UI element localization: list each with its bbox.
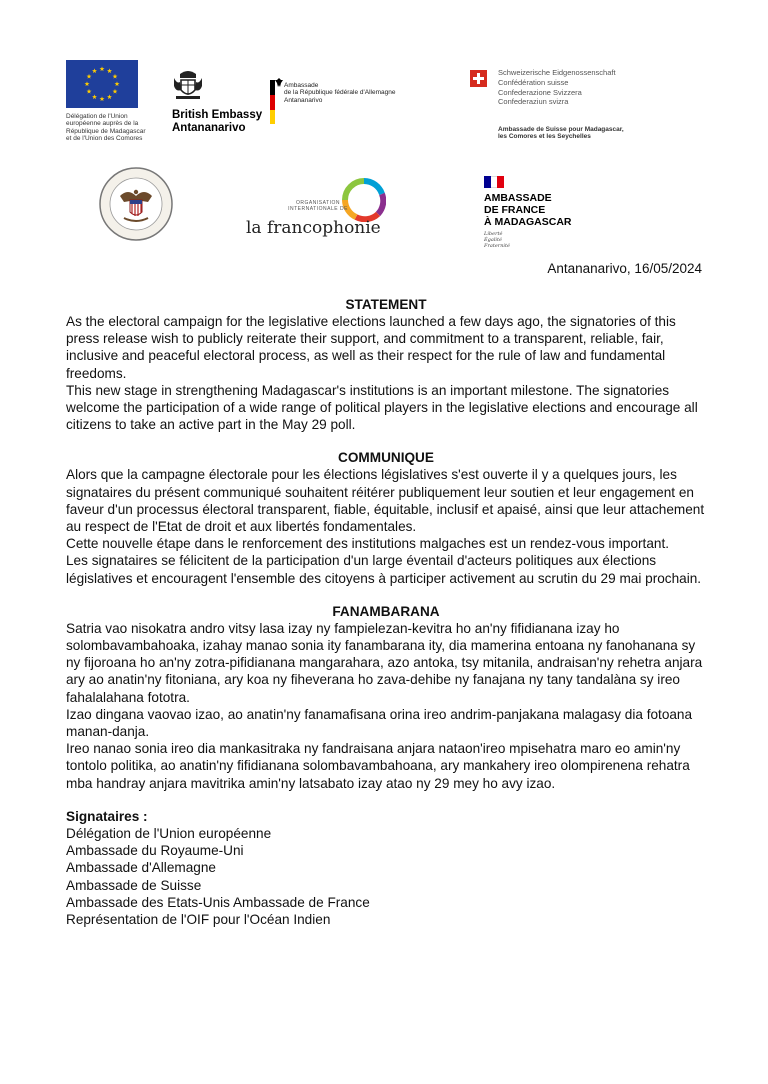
signatories-section [66, 808, 706, 928]
paragraph: As the electoral campaign for the legislative elections launched a few days ago, the signatories of this press release wish to publicly reiterate their support, and commitment to a transparent, reliable, fair, inclusive and peaceful electoral process, as well as their respect for the rule of law and fundamental freedoms. [66, 314, 676, 381]
eu-star-icon [92, 68, 97, 73]
eu-star-icon [107, 94, 112, 99]
paragraph: Satria vao nisokatra andro vitsy lasa izay ny fampielezan-kevitra ho an'ny fifidianana izay ho solombavambahoaka, izahay manao sonia ity fanambarana ity, dia mamerina entoana ny fanohanana sy ny fijoroana ho an'ny zotra-pifidianana mangarahara, azo antoka, tsy mitanila, andraisan'ny rehetra anjara ary ao anatin'ny fitoniana, ary koa ny fiheverana ho zava-dehibe ny fanajana ny tany tandalàna sy ireo fahalalahana fototra. [66, 620, 703, 705]
document-body [66, 296, 706, 928]
eu-delegation-logo [66, 60, 166, 143]
paragraph: Alors que la campagne électorale pour les élections législatives s'est ouverte il y a quelques jours, les signataires du présent communiqué souhaitent réitérer publiquement leur soutien et leur engagement en faveur d'un processus électoral transparent, fiable, équitable, inclusif et apaisé, ainsi que leur attachement au respect de l'Etat de droit et aux libertés fondamentales. [66, 467, 705, 535]
eagle-icon [275, 78, 283, 88]
signatory-item: Ambassade d'Allemagne [66, 860, 216, 876]
de-embassy-line: de la République fédérale d'Allemagne [284, 89, 396, 97]
eu-caption-line: européenne auprès de la [66, 120, 139, 128]
eu-star-icon [100, 96, 105, 101]
ch-confederation-line: Confederazione Svizzera [498, 87, 582, 97]
paragraph: Les signataires se félicitent de la participation d'un large éventail d'acteurs politiques aux élections législatives et encouragent l'ensemble des citoyens à participer activement au scrutin du 29 mai prochain. [66, 553, 702, 586]
communique-section [66, 449, 706, 586]
royal-coat-of-arms-icon [172, 68, 204, 102]
fr-motto-line: Liberté [484, 231, 503, 238]
ch-confederation-line: Confédération suisse [498, 77, 569, 87]
de-embassy-line: Antananarivo [284, 96, 323, 104]
eu-star-icon [100, 66, 105, 71]
paragraph: Cette nouvelle étape dans le renforcement des institutions malgaches est un rendez-vous important. [66, 536, 669, 552]
oif-name: la francophonie [246, 218, 381, 238]
statement-section [66, 296, 706, 433]
eu-caption-line: République de Madagascar [66, 127, 146, 135]
signatory-item: Représentation de l'OIF pour l'Océan Indien [66, 912, 331, 928]
eu-star-icon [115, 81, 120, 86]
eu-flag-icon [66, 60, 138, 108]
section-title: STATEMENT [345, 297, 427, 312]
eu-star-icon [113, 89, 118, 94]
signatory-item: Délégation de l'Union européenne [66, 826, 272, 842]
signatory-item: Ambassade des Etats-Unis Ambassade de France [66, 894, 370, 910]
fr-embassy-line: À MADAGASCAR [484, 216, 572, 229]
fanambarana-section [66, 603, 706, 792]
fr-embassy-line: AMBASSADE [484, 192, 552, 204]
logo-header [0, 0, 768, 250]
eu-star-icon [87, 89, 92, 94]
ch-embassy-line: les Comores et les Seychelles [498, 133, 591, 140]
us-embassy-seal-icon [98, 166, 174, 242]
oif-line: INTERNATIONALE DE [288, 206, 348, 212]
signatory-item: Ambassade de Suisse [66, 877, 202, 893]
fr-motto-line: Fraternité [484, 243, 510, 250]
de-embassy-line: Ambassade [284, 82, 319, 89]
paragraph: This new stage in strengthening Madagascar's institutions is an important milestone. The signatories welcome the participation of a wide range of political players in the legislative elections and encourage all citizens to take an active part in the May 29 poll. [66, 382, 698, 433]
eu-star-icon [87, 74, 92, 79]
document-date: Antananarivo, 16/05/2024 [547, 261, 702, 276]
uk-embassy-name: British Embassy [172, 109, 263, 121]
eu-star-icon [85, 81, 90, 86]
paragraph: Izao dingana vaovao izao, ao anatin'ny fanamafisana orina ireo andrim-panjakana malagasy dia fotoana manan-danja. [66, 706, 693, 740]
eu-star-icon [92, 94, 97, 99]
ch-confederation-line: Schweizerische Eidgenossenschaft [498, 68, 616, 77]
ch-confederation-line: Confederaziun svizra [498, 97, 569, 107]
ch-embassy-line: Ambassade de Suisse pour Madagascar, [498, 126, 624, 133]
uk-embassy-city: Antananarivo [172, 122, 246, 135]
eu-caption-line: et de l'Union des Comores [66, 135, 143, 143]
british-embassy-logo [172, 68, 272, 135]
swiss-cross-icon [470, 70, 487, 87]
signatory-item: Ambassade du Royaume-Uni [66, 843, 244, 859]
eu-star-icon [113, 74, 118, 79]
section-title: FANAMBARANA [332, 603, 440, 619]
oif-line: ORGANISATION [296, 200, 340, 206]
eu-caption-line: Délégation de l'Union [66, 113, 128, 120]
eu-star-icon [107, 68, 112, 73]
fr-motto-line: Égalité [484, 237, 502, 244]
paragraph: Ireo nanao sonia ireo dia mankasitraka ny fandraisana anjara nataon'ireo mpisehatra maro eo amin'ny tontolo politika, ao anatin'ny fifidianana solombavambahoana, ary mankahery ireo olompirenena rehatra mba handray anjara mavitrika amin'ny latsabato izay atao ny 29 mey ho avy izao. [66, 741, 690, 791]
french-embassy-logo [484, 176, 614, 249]
section-title: COMMUNIQUE [338, 450, 434, 466]
french-flag-icon [484, 176, 504, 188]
signatories-title: Signataires : [66, 808, 148, 824]
fr-embassy-line: DE FRANCE [484, 204, 546, 217]
